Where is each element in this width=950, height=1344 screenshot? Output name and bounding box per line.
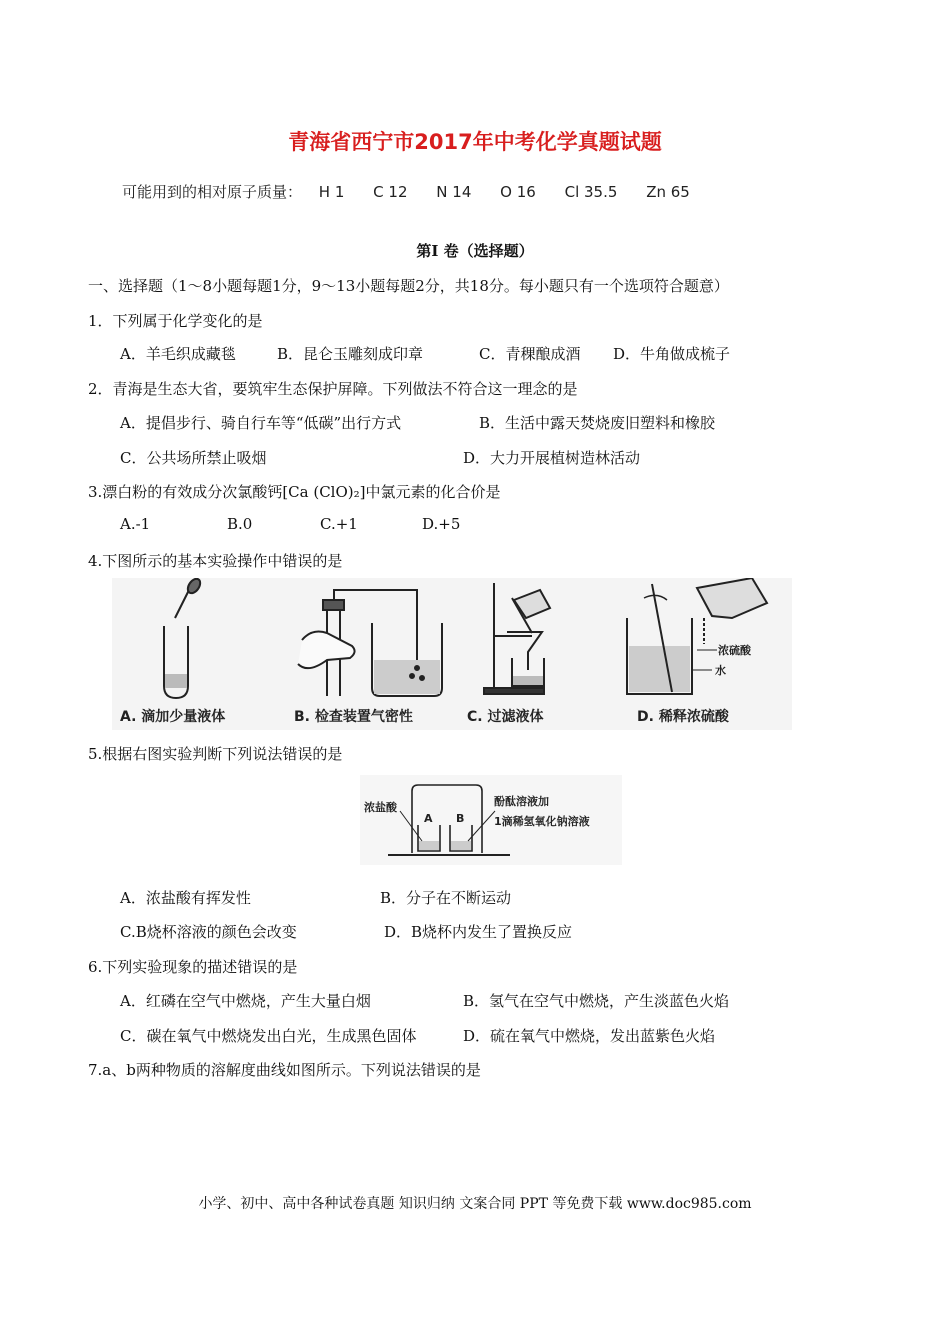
figure-caption-d: D. 稀释浓硫酸 (637, 709, 729, 725)
mass-item: C 12 (373, 183, 408, 201)
figure-caption-b: B. 检查装置气密性 (294, 709, 413, 725)
question-7-stem: 7.a、b两种物质的溶解度曲线如图所示。下列说法错误的是 (88, 1061, 481, 1079)
label-phenolphthalein: 酚酞溶液加 (494, 795, 549, 808)
question-6-option-c: C．碳在氧气中燃烧发出白光，生成黑色固体 (120, 1027, 417, 1045)
question-1-option-a: A．羊毛织成藏毯 (120, 345, 236, 363)
question-1-stem: 1．下列属于化学变化的是 (88, 312, 263, 330)
question-4-stem: 4.下图所示的基本实验操作中错误的是 (88, 552, 343, 570)
question-6-option-a: A．红磷在空气中燃烧，产生大量白烟 (120, 992, 371, 1010)
label-beaker-b: B (456, 812, 465, 825)
question-1-option-b: B．昆仑玉雕刻成印章 (277, 345, 424, 363)
question-5-option-c: C.B烧杯溶液的颜色会改变 (120, 923, 297, 941)
mass-item: N 14 (436, 183, 472, 201)
question-2-option-d: D．大力开展植树造林活动 (463, 449, 641, 467)
label-acid: 浓硫酸 (718, 644, 751, 657)
question-3-option-a: A.-1 (120, 515, 151, 533)
question-1-option-c: C．青稞酿成酒 (479, 345, 581, 363)
figure-caption-c: C. 过滤液体 (467, 709, 544, 725)
part-intro: 一、选择题（1～8小题每题1分，9～13小题每题2分，共18分。每小题只有一个选项符合题意） (88, 277, 729, 295)
question-6-option-b: B．氢气在空气中燃烧，产生淡蓝色火焰 (463, 992, 730, 1010)
mass-item: Cl 35.5 (564, 183, 618, 201)
question-2-option-c: C．公共场所禁止吸烟 (120, 449, 267, 467)
label-naoh: 1滴稀氢氧化钠溶液 (494, 815, 590, 828)
figure-caption-a: A. 滴加少量液体 (120, 709, 226, 725)
question-5-option-a: A．浓盐酸有挥发性 (120, 889, 251, 907)
question-5-option-b: B．分子在不断运动 (380, 889, 512, 907)
atomic-masses-line (122, 181, 714, 202)
label-water: 水 (715, 664, 726, 677)
lab-operations-figure (112, 578, 792, 730)
question-1-option-d: D．牛角做成梳子 (613, 345, 731, 363)
question-2-stem: 2．青海是生态大省，要筑牢生态保护屏障。下列做法不符合这一理念的是 (88, 380, 578, 398)
question-3-stem: 3.漂白粉的有效成分次氯酸钙[Ca (ClO)₂]中氯元素的化合价是 (88, 483, 501, 501)
question-2-option-b: B．生活中露天焚烧废旧塑料和橡胶 (479, 414, 716, 432)
label-conc-hcl: 浓盐酸 (364, 801, 397, 814)
question-6-option-d: D．硫在氧气中燃烧，发出蓝紫色火焰 (463, 1027, 716, 1045)
question-6-stem: 6.下列实验现象的描述错误的是 (88, 958, 298, 976)
question-3-option-c: C.+1 (320, 515, 358, 533)
page-title: 青海省西宁市2017年中考化学真题试题 (288, 130, 662, 154)
atomic-masses-label: 可能用到的相对原子质量： (122, 183, 303, 201)
question-5-option-d: D．B烧杯内发生了置换反应 (384, 923, 573, 941)
section-title: 第Ⅰ 卷（选择题） (416, 242, 534, 260)
label-beaker-a: A (424, 812, 433, 825)
mass-item: O 16 (500, 183, 536, 201)
page-footer: 小学、初中、高中各种试卷真题 知识归纳 文案合同 PPT 等免费下载 www.doc985.com (198, 1196, 752, 1212)
mass-item: Zn 65 (646, 183, 690, 201)
diffusion-experiment-figure (360, 775, 622, 865)
question-2-option-a: A．提倡步行、骑自行车等“低碳”出行方式 (120, 414, 402, 432)
question-3-option-b: B.0 (227, 515, 253, 533)
mass-item: H 1 (318, 183, 345, 201)
question-5-stem: 5.根据右图实验判断下列说法错误的是 (88, 745, 343, 763)
question-3-option-d: D.+5 (422, 515, 461, 533)
